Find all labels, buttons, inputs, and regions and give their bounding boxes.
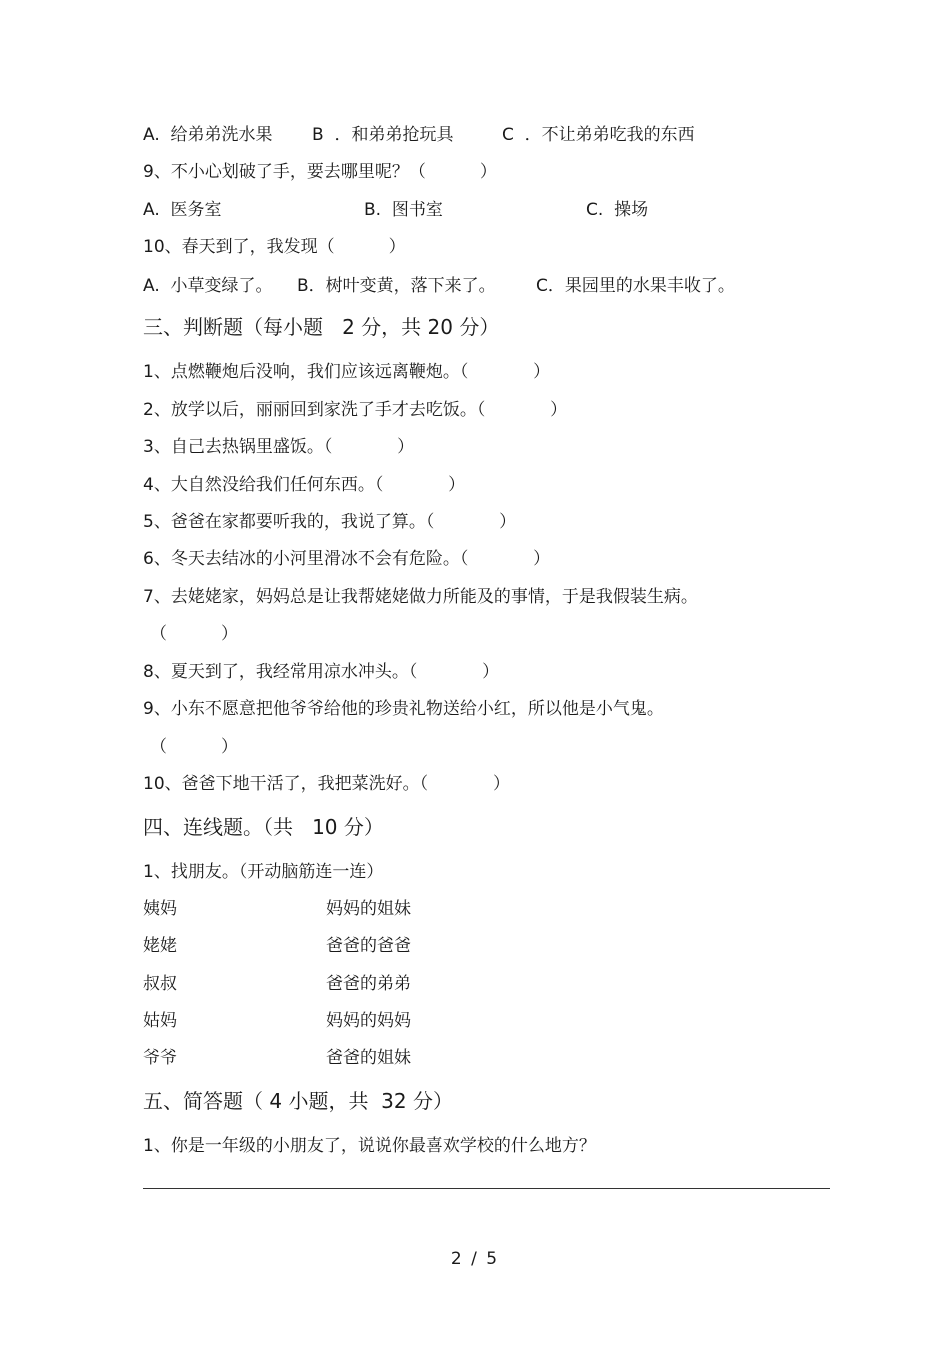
- section3-item: 2、放学以后，丽丽回到家洗了手才去吃饭。（ ）: [143, 400, 568, 420]
- match-left-item: 爷爷: [143, 1048, 177, 1068]
- q10-option-b: B．树叶变黄，落下来了。: [297, 276, 496, 296]
- q8-option-c: C ．不让弟弟吃我的东西: [502, 125, 695, 145]
- answer-line: [143, 1188, 830, 1189]
- section4-intro: 1、找朋友。（开动脑筋连一连）: [143, 862, 384, 882]
- q10-option-c: C．果园里的水果丰收了。: [536, 276, 735, 296]
- section3-item: （ ）: [150, 737, 239, 757]
- match-right-item: 妈妈的姐妹: [326, 899, 411, 919]
- page-number: 2 / 5: [450, 1249, 500, 1269]
- section3-item: 3、自己去热锅里盛饭。（ ）: [143, 437, 415, 457]
- section3-item: 6、冬天去结冰的小河里滑冰不会有危险。（ ）: [143, 549, 551, 569]
- section3-item: 7、去姥姥家，妈妈总是让我帮姥姥做力所能及的事情，于是我假装生病。: [143, 587, 698, 607]
- q10-option-a: A. 小草变绿了。: [143, 276, 273, 296]
- section5-q1: 1、你是一年级的小朋友了，说说你最喜欢学校的什么地方？: [143, 1136, 596, 1156]
- q9-option-a: A. 医务室: [143, 200, 222, 220]
- section4-title: 四、连线题。（共 10 分）: [143, 815, 384, 839]
- match-right-item: 爸爸的弟弟: [326, 974, 411, 994]
- section3-title: 三、判断题（每小题 2 分，共 20 分）: [143, 315, 500, 339]
- match-right-item: 爸爸的姐妹: [326, 1048, 411, 1068]
- section5-title: 五、简答题（ 4 小题，共 32 分）: [143, 1089, 453, 1113]
- q8-option-a: A. 给弟弟洗水果: [143, 125, 273, 145]
- section3-item: 10、爸爸下地干活了，我把菜洗好。（ ）: [143, 774, 510, 794]
- q9-option-c: C. 操场: [586, 200, 649, 220]
- section3-item: 8、夏天到了，我经常用凉水冲头。（ ）: [143, 662, 500, 682]
- section3-item: 5、爸爸在家都要听我的，我说了算。（ ）: [143, 512, 517, 532]
- q9-text: 9、不小心划破了手，要去哪里呢？（ ）: [143, 162, 497, 182]
- q9-option-b: B. 图书室: [364, 200, 443, 220]
- section3-item: 9、小东不愿意把他爷爷给他的珍贵礼物送给小红，所以他是小气鬼。: [143, 699, 664, 719]
- match-left-item: 叔叔: [143, 974, 177, 994]
- section3-item: 4、大自然没给我们任何东西。（ ）: [143, 475, 466, 495]
- q10-text: 10、春天到了，我发现（ ）: [143, 237, 406, 257]
- match-left-item: 姑妈: [143, 1011, 177, 1031]
- match-right-item: 爸爸的爸爸: [326, 936, 411, 956]
- section3-item: （ ）: [150, 624, 239, 644]
- match-right-item: 妈妈的妈妈: [326, 1011, 411, 1031]
- match-left-item: 姨妈: [143, 899, 177, 919]
- match-left-item: 姥姥: [143, 936, 177, 956]
- q8-option-b: B ．和弟弟抢玩具: [312, 125, 454, 145]
- section3-item: 1、点燃鞭炮后没响，我们应该远离鞭炮。（ ）: [143, 362, 551, 382]
